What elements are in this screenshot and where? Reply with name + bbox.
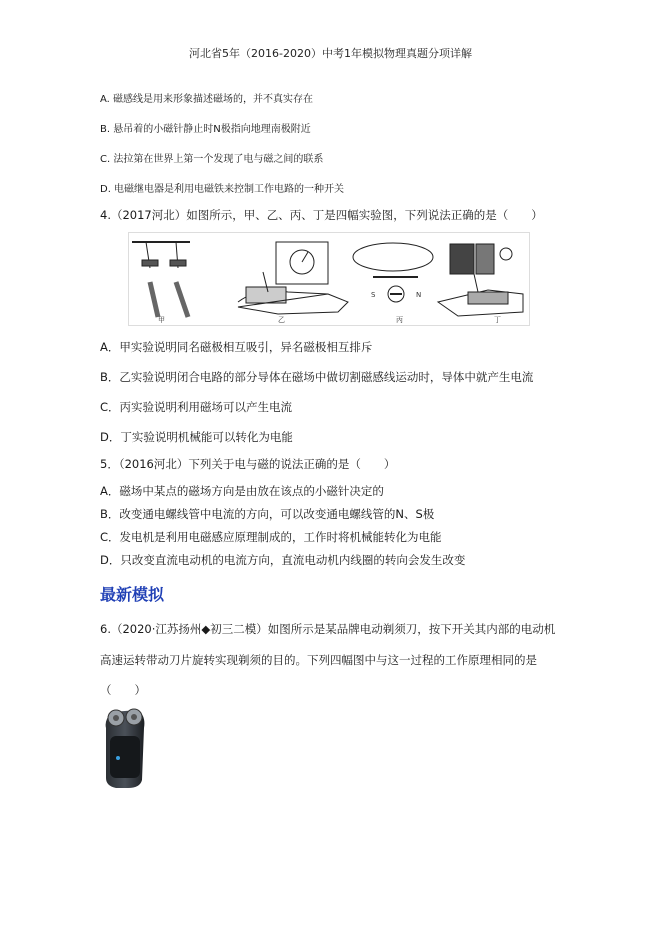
figure-label-yi: 乙 xyxy=(278,316,285,324)
electric-shaver-image xyxy=(100,706,148,790)
q6-stem-line2: 高速运转带动刀片旋转实现剃须的目的。下列四幅图中与这一过程的工作原理相同的是 xyxy=(100,653,537,667)
q3-option-d: D. 电磁继电器是利用电磁铁来控制工作电路的一种开关 xyxy=(100,184,345,195)
figure-label-jia: 甲 xyxy=(158,316,165,324)
svg-text:S: S xyxy=(371,291,376,299)
q5-option-b: B．改变通电螺线管中电流的方向，可以改变通电螺线管的N、S极 xyxy=(100,507,435,521)
q5-stem: 5．（2016河北）下列关于电与磁的说法正确的是（ ） xyxy=(100,457,396,471)
section-title: 最新模拟 xyxy=(100,585,165,604)
q6-stem-line1: 6.（2020·江苏扬州◆初三二模）如图所示是某品牌电动剃须刀，按下开关其内部的电动机 xyxy=(100,622,556,636)
svg-text:N: N xyxy=(416,291,422,299)
figure-label-ding: 丁 xyxy=(494,316,501,324)
q4-option-b: B．乙实验说明闭合电路的部分导体在磁场中做切割磁感线运动时，导体中就产生电流 xyxy=(100,370,534,384)
figure-label-bing: 丙 xyxy=(396,316,403,324)
q4-stem: 4.（2017河北）如图所示，甲、乙、丙、丁是四幅实验图，下列说法正确的是（ ） xyxy=(100,208,543,222)
q6-stem-line3: （ ） xyxy=(100,683,146,697)
q5-option-c: C．发电机是利用电磁感应原理制成的，工作时将机械能转化为电能 xyxy=(100,530,442,544)
q4-option-d: D．丁实验说明机械能可以转化为电能 xyxy=(100,430,293,444)
q4-experiment-figure xyxy=(128,232,530,326)
q3-option-b: B. 悬吊着的小磁针静止时N极指向地理南极附近 xyxy=(100,124,311,135)
q4-option-c: C．丙实验说明利用磁场可以产生电流 xyxy=(100,400,293,414)
page-header: 河北省5年（2016-2020）中考1年模拟物理真题分项详解 xyxy=(189,47,472,60)
q3-option-a: A. 磁感线是用来形象描述磁场的，并不真实存在 xyxy=(100,94,314,105)
q5-option-a: A．磁场中某点的磁场方向是由放在该点的小磁针决定的 xyxy=(100,484,384,498)
q4-option-a: A．甲实验说明同名磁极相互吸引，异名磁极相互排斥 xyxy=(100,340,373,354)
q3-option-c: C. 法拉第在世界上第一个发现了电与磁之间的联系 xyxy=(100,154,324,165)
q5-option-d: D．只改变直流电动机的电流方向，直流电动机内线圈的转向会发生改变 xyxy=(100,553,466,567)
